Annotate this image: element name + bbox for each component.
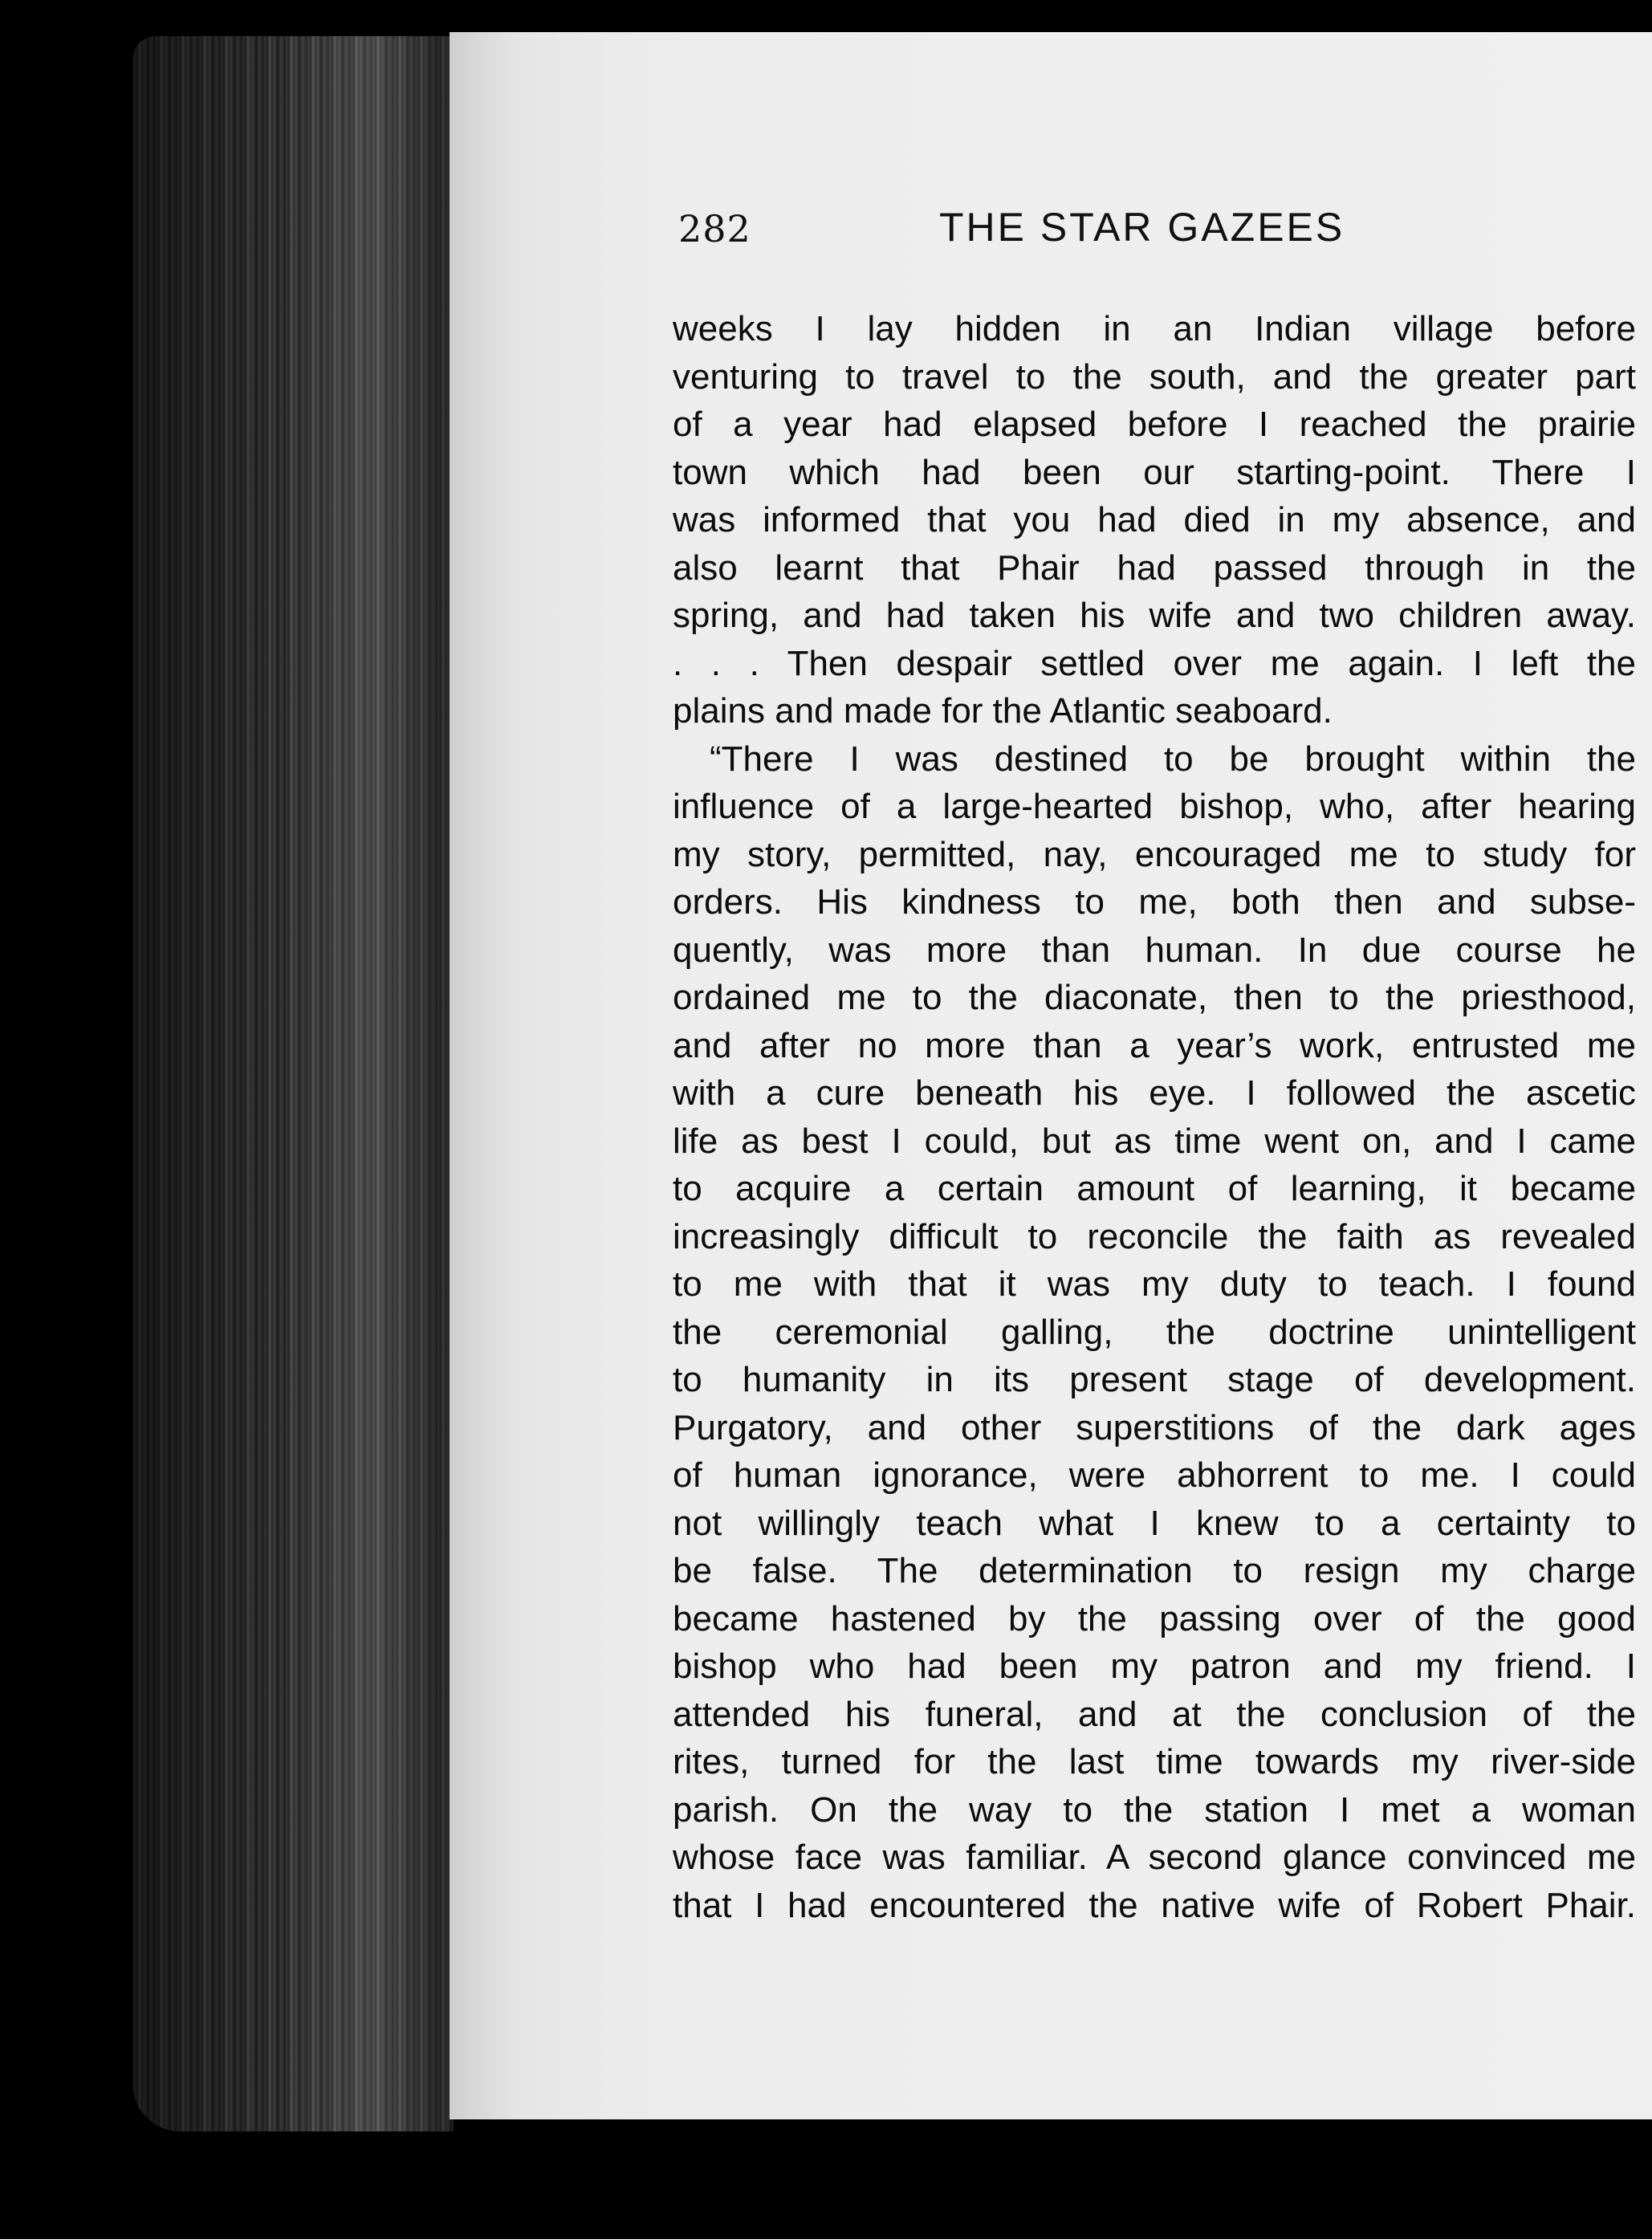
- text-line: to acquire a certain amount of learning, it became: [673, 1169, 1636, 1208]
- text-line: “There I was destined to be brought within the: [710, 739, 1636, 779]
- text-line: weeks I lay hidden in an Indian village before: [673, 309, 1636, 348]
- text-line: not willingly teach what I knew to a certainty to: [673, 1503, 1636, 1543]
- text-line: spring, and had taken his wife and two children away.: [673, 596, 1636, 635]
- text-line: with a cure beneath his eye. I followed the ascetic: [673, 1073, 1636, 1113]
- text-line: Purgatory, and other superstitions of the dark ages: [673, 1407, 1636, 1447]
- text-line: and after no more than a year’s work, entrusted me: [673, 1025, 1636, 1065]
- text-line: to humanity in its present stage of development.: [673, 1360, 1636, 1399]
- text-line: also learnt that Phair had passed through in the: [673, 548, 1636, 588]
- text-line: of human ignorance, were abhorrent to me. I could: [673, 1455, 1636, 1495]
- text-line: attended his funeral, and at the conclusion of the: [673, 1694, 1636, 1734]
- text-line: of a year had elapsed before I reached the prairie: [673, 405, 1636, 444]
- text-line: ordained me to the diaconate, then to the priesthood,: [673, 978, 1636, 1017]
- text-line: orders. His kindness to me, both then and subse-: [673, 882, 1636, 922]
- text-line: parish. On the way to the station I met a woman: [673, 1789, 1636, 1830]
- text-line: . . . Then despair settled over me again. I left the: [673, 643, 1636, 683]
- text-line: became hastened by the passing over of the good: [673, 1598, 1636, 1639]
- text-line: increasingly difficult to reconcile the faith as revealed: [673, 1216, 1636, 1256]
- text-line: was informed that you had died in my absence, and: [673, 500, 1636, 539]
- text-line: that I had encountered the native wife of Robert Phair.: [673, 1885, 1636, 1925]
- text-line: my story, permitted, nay, encouraged me to study for: [673, 834, 1636, 874]
- text-line: venturing to travel to the south, and the greater part: [673, 356, 1636, 397]
- text-line: the ceremonial galling, the doctrine unintelligent: [673, 1312, 1636, 1352]
- running-header: [678, 207, 1634, 271]
- text-line: to me with that it was my duty to teach. I found: [673, 1264, 1636, 1304]
- running-title: THE STAR GAZEES: [939, 205, 1345, 250]
- text-line: rites, turned for the last time towards my river-side: [673, 1742, 1636, 1781]
- text-line: quently, was more than human. In due course he: [673, 930, 1636, 970]
- body-text: [673, 305, 1636, 1929]
- text-line: town which had been our starting-point. There I: [673, 452, 1636, 492]
- text-line: whose face was familiar. A second glance convinced me: [673, 1838, 1636, 1877]
- text-line: influence of a large-hearted bishop, who, after hearing: [673, 787, 1636, 826]
- book-edge-shading: [132, 36, 454, 2131]
- text-line: bishop who had been my patron and my friend. I: [673, 1647, 1636, 1686]
- text-line: life as best I could, but as time went on, and I came: [673, 1121, 1636, 1161]
- text-line: be false. The determination to resign my charge: [673, 1551, 1636, 1590]
- text-line: plains and made for the Atlantic seaboard.: [673, 691, 1333, 731]
- page-number: 282: [678, 207, 751, 250]
